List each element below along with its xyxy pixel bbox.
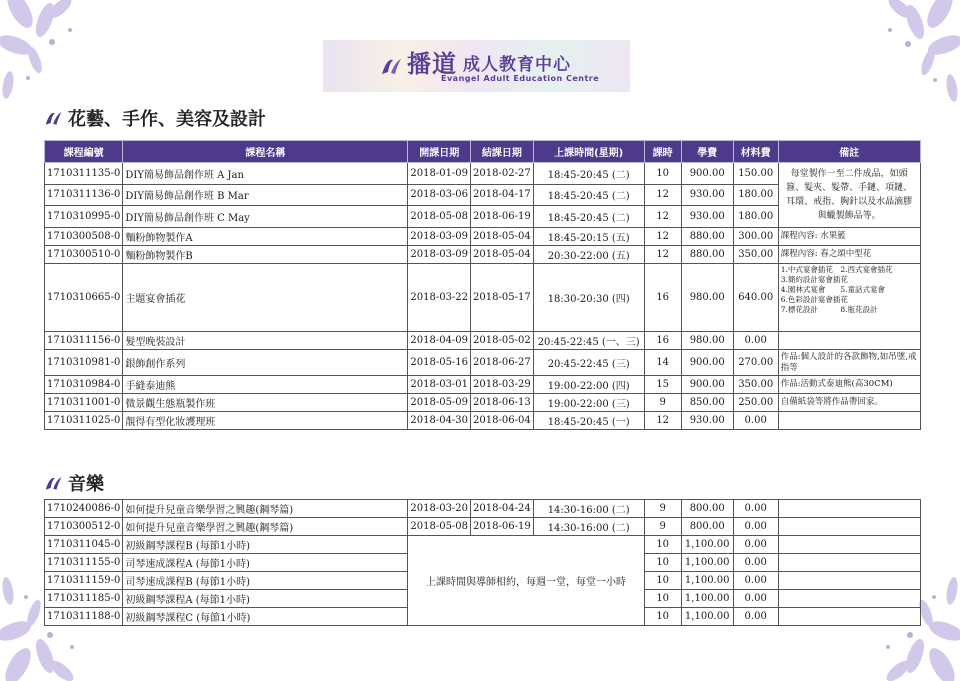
cell-code: 1710300508-0 [45,228,123,246]
cell-name: DIY簡易飾品創作班 A Jan [123,163,408,185]
logo-cn-name-small: 成人教育中心 [463,55,571,75]
cell-end: 2018-05-17 [471,264,534,332]
table-row [45,228,921,246]
cell-material: 0.00 [733,590,778,608]
cell-name: 司琴速成課程B (每節1小時) [123,572,408,590]
header-time: 上課時間(星期) [533,141,644,163]
cell-material: 300.00 [733,228,778,246]
cell-hours: 10 [644,590,681,608]
cell-hours: 10 [644,554,681,572]
cell-material: 0.00 [733,412,778,430]
cell-time: 14:30-16:00 (二) [533,518,644,536]
cell-material: 250.00 [733,394,778,412]
cell-material: 180.00 [733,206,778,228]
cell-note [778,572,920,590]
cell-start: 2018-03-09 [408,246,471,264]
cell-hours: 14 [644,350,681,376]
cell-fee: 930.00 [681,206,733,228]
cell-note: 課程內容: 水果籃 [778,228,920,246]
cell-hours: 9 [644,500,681,518]
cell-time: 20:45-22:45 (三) [533,350,644,376]
logo-banner [323,40,630,92]
cell-hours: 16 [644,332,681,350]
cell-code: 1710311025-0 [45,412,123,430]
cell-time-merged: 上課時間與導師相約，每週一堂，每堂一小時 [408,536,644,626]
cell-hours: 10 [644,572,681,590]
cell-start: 2018-04-30 [408,412,471,430]
cell-time: 19:00-22:00 (四) [533,376,644,394]
cell-code: 1710310981-0 [45,350,123,376]
cell-hours: 10 [644,608,681,626]
cell-hours: 15 [644,376,681,394]
cell-start: 2018-03-20 [408,500,471,518]
cell-time: 20:30-22:00 (五) [533,246,644,264]
cell-code: 1710311045-0 [45,536,123,554]
table-header-row [45,141,921,163]
cell-note: 作品:個人設計的各款飾物,如吊墜,戒指等 [778,350,920,376]
cell-start: 2018-05-09 [408,394,471,412]
cell-end: 2018-06-19 [471,518,534,536]
table-row [45,350,921,376]
cell-material: 270.00 [733,350,778,376]
cell-note [778,608,920,626]
cell-fee: 1,100.00 [681,608,733,626]
header-material: 材料費 [733,141,778,163]
cell-fee: 980.00 [681,332,733,350]
table-row [45,394,921,412]
header-end: 結課日期 [471,141,534,163]
cell-fee: 800.00 [681,518,733,536]
cell-code: 1710311159-0 [45,572,123,590]
cell-material: 0.00 [733,572,778,590]
cell-material: 0.00 [733,500,778,518]
cell-material: 0.00 [733,518,778,536]
header-fee: 學費 [681,141,733,163]
cell-fee: 880.00 [681,228,733,246]
cell-time: 18:30-20:30 (四) [533,264,644,332]
cell-code: 1710311155-0 [45,554,123,572]
cell-time: 18:45-20:45 (二) [533,206,644,228]
cell-hours: 9 [644,394,681,412]
cell-name: 初級鋼琴課程C (每節1小時) [123,608,408,626]
cell-fee: 800.00 [681,500,733,518]
cell-start: 2018-03-01 [408,376,471,394]
cell-note [778,332,920,350]
brand-mark-icon [44,473,64,493]
section-title: 花藝、手作、美容及設計 [68,109,266,130]
cell-start: 2018-04-09 [408,332,471,350]
cell-name: DIY簡易飾品創作班 C May [123,206,408,228]
section-title: 音樂 [68,474,104,495]
cell-code: 1710311001-0 [45,394,123,412]
table-row [45,332,921,350]
cell-material: 0.00 [733,536,778,554]
cell-name: 初級鋼琴課程A (每節1小時) [123,590,408,608]
cell-fee: 900.00 [681,163,733,185]
cell-note [778,554,920,572]
cell-time: 18:45-20:45 (一) [533,412,644,430]
cell-fee: 1,100.00 [681,554,733,572]
table-row [45,536,921,554]
header-hours: 課時 [644,141,681,163]
cell-fee: 900.00 [681,376,733,394]
cell-hours: 10 [644,163,681,185]
header-code: 課程編號 [45,141,123,163]
cell-fee: 980.00 [681,264,733,332]
section-heading-music [44,470,104,496]
cell-name: 初級鋼琴課程B (每節1小時) [123,536,408,554]
cell-hours: 12 [644,184,681,206]
cell-code: 1710300512-0 [45,518,123,536]
cell-code: 1710310995-0 [45,206,123,228]
brand-mark-icon [44,108,64,128]
cell-name: 如何提升兒童音樂學習之興趣(鋼琴篇) [123,500,408,518]
cell-time: 14:30-16:00 (二) [533,500,644,518]
cell-material: 0.00 [733,332,778,350]
table-row [45,412,921,430]
cell-note: 1.中式宴會插花 2.西式宴會插花 3.簡約設計宴會插花 4.園林式宴會 5.童話式宴會 6.色彩設計宴會插花 7.標花設計 8.瓶花設計 [778,264,920,332]
cell-note [778,500,920,518]
cell-code: 1710311136-0 [45,184,123,206]
cell-start: 2018-03-06 [408,184,471,206]
cell-code: 1710310984-0 [45,376,123,394]
logo-cn-name-big: 播道 [407,50,457,78]
cell-start: 2018-03-09 [408,228,471,246]
cell-name: 靚得有型化妝護理班 [123,412,408,430]
cell-code: 1710311188-0 [45,608,123,626]
cell-material: 180.00 [733,184,778,206]
cell-note [778,590,920,608]
cell-hours: 12 [644,228,681,246]
header-note: 備註 [778,141,920,163]
cell-code: 1710311156-0 [45,332,123,350]
cell-note: 作品:活動式泰迪熊(高30CM) [778,376,920,394]
cell-note: 課程內容: 春之頌中型花 [778,246,920,264]
cell-time: 18:45-20:15 (五) [533,228,644,246]
cell-name: 如何提升兒童音樂學習之興趣(鋼琴篇) [123,518,408,536]
cell-end: 2018-06-04 [471,412,534,430]
cell-name: 司琴速成課程A (每節1小時) [123,554,408,572]
cell-fee: 1,100.00 [681,536,733,554]
cell-material: 0.00 [733,608,778,626]
course-table-music [44,499,921,626]
cell-name: 主題宴會插花 [123,264,408,332]
cell-code: 1710310665-0 [45,264,123,332]
cell-material: 350.00 [733,246,778,264]
cell-start: 2018-01-09 [408,163,471,185]
cell-note-merged: 每堂製作一至二件成品，如頭箍、髮夾、髮帶、手鏈、項鏈、耳環、戒指、胸針以及水晶滴膠與蠟製飾品等。 [778,163,920,228]
cell-end: 2018-02-27 [471,163,534,185]
cell-name: 微景觀生態瓶製作班 [123,394,408,412]
cell-name: 銀飾創作系列 [123,350,408,376]
cell-note: 自備紙袋等將作品帶回家。 [778,394,920,412]
cell-time: 19:00-22:00 (三) [533,394,644,412]
logo-mark-icon [379,54,403,78]
cell-material: 350.00 [733,376,778,394]
cell-end: 2018-06-19 [471,206,534,228]
cell-end: 2018-06-27 [471,350,534,376]
cell-material: 150.00 [733,163,778,185]
cell-fee: 1,100.00 [681,590,733,608]
cell-end: 2018-06-13 [471,394,534,412]
cell-name: 麵粉飾物製作A [123,228,408,246]
cell-hours: 12 [644,206,681,228]
cell-time: 18:45-20:45 (二) [533,163,644,185]
logo-en-name: Evangel Adult Education Centre [441,74,600,83]
cell-hours: 16 [644,264,681,332]
cell-hours: 12 [644,246,681,264]
cell-name: 麵粉飾物製作B [123,246,408,264]
cell-end: 2018-05-04 [471,246,534,264]
cell-time: 20:45-22:45 (一、三) [533,332,644,350]
decorative-flower-top-left [0,0,120,120]
cell-fee: 930.00 [681,184,733,206]
course-table-crafts [44,140,921,430]
cell-fee: 930.00 [681,412,733,430]
cell-fee: 1,100.00 [681,572,733,590]
cell-fee: 880.00 [681,246,733,264]
cell-material: 640.00 [733,264,778,332]
cell-hours: 10 [644,536,681,554]
section-heading-crafts [44,105,266,131]
cell-code: 1710300510-0 [45,246,123,264]
cell-fee: 850.00 [681,394,733,412]
cell-note [778,518,920,536]
cell-hours: 9 [644,518,681,536]
cell-end: 2018-04-24 [471,500,534,518]
cell-time: 18:45-20:45 (二) [533,184,644,206]
cell-name: 手縫泰迪熊 [123,376,408,394]
cell-code: 1710240086-0 [45,500,123,518]
table-row [45,246,921,264]
table-row [45,518,921,536]
cell-fee: 900.00 [681,350,733,376]
cell-name: 髮型晚裝設計 [123,332,408,350]
table-row [45,500,921,518]
cell-start: 2018-05-08 [408,206,471,228]
decorative-flower-top-right [840,0,960,120]
cell-end: 2018-05-04 [471,228,534,246]
header-start: 開課日期 [408,141,471,163]
table-row [45,163,921,185]
cell-code: 1710311135-0 [45,163,123,185]
cell-end: 2018-03-29 [471,376,534,394]
cell-material: 0.00 [733,554,778,572]
cell-end: 2018-04-17 [471,184,534,206]
cell-code: 1710311185-0 [45,590,123,608]
cell-end: 2018-05-02 [471,332,534,350]
cell-note [778,412,920,430]
header-name: 課程名稱 [123,141,408,163]
table-row [45,376,921,394]
cell-note [778,536,920,554]
cell-start: 2018-05-16 [408,350,471,376]
cell-start: 2018-03-22 [408,264,471,332]
cell-name: DIY簡易飾品創作班 B Mar [123,184,408,206]
table-row [45,264,921,332]
cell-hours: 12 [644,412,681,430]
cell-start: 2018-05-08 [408,518,471,536]
